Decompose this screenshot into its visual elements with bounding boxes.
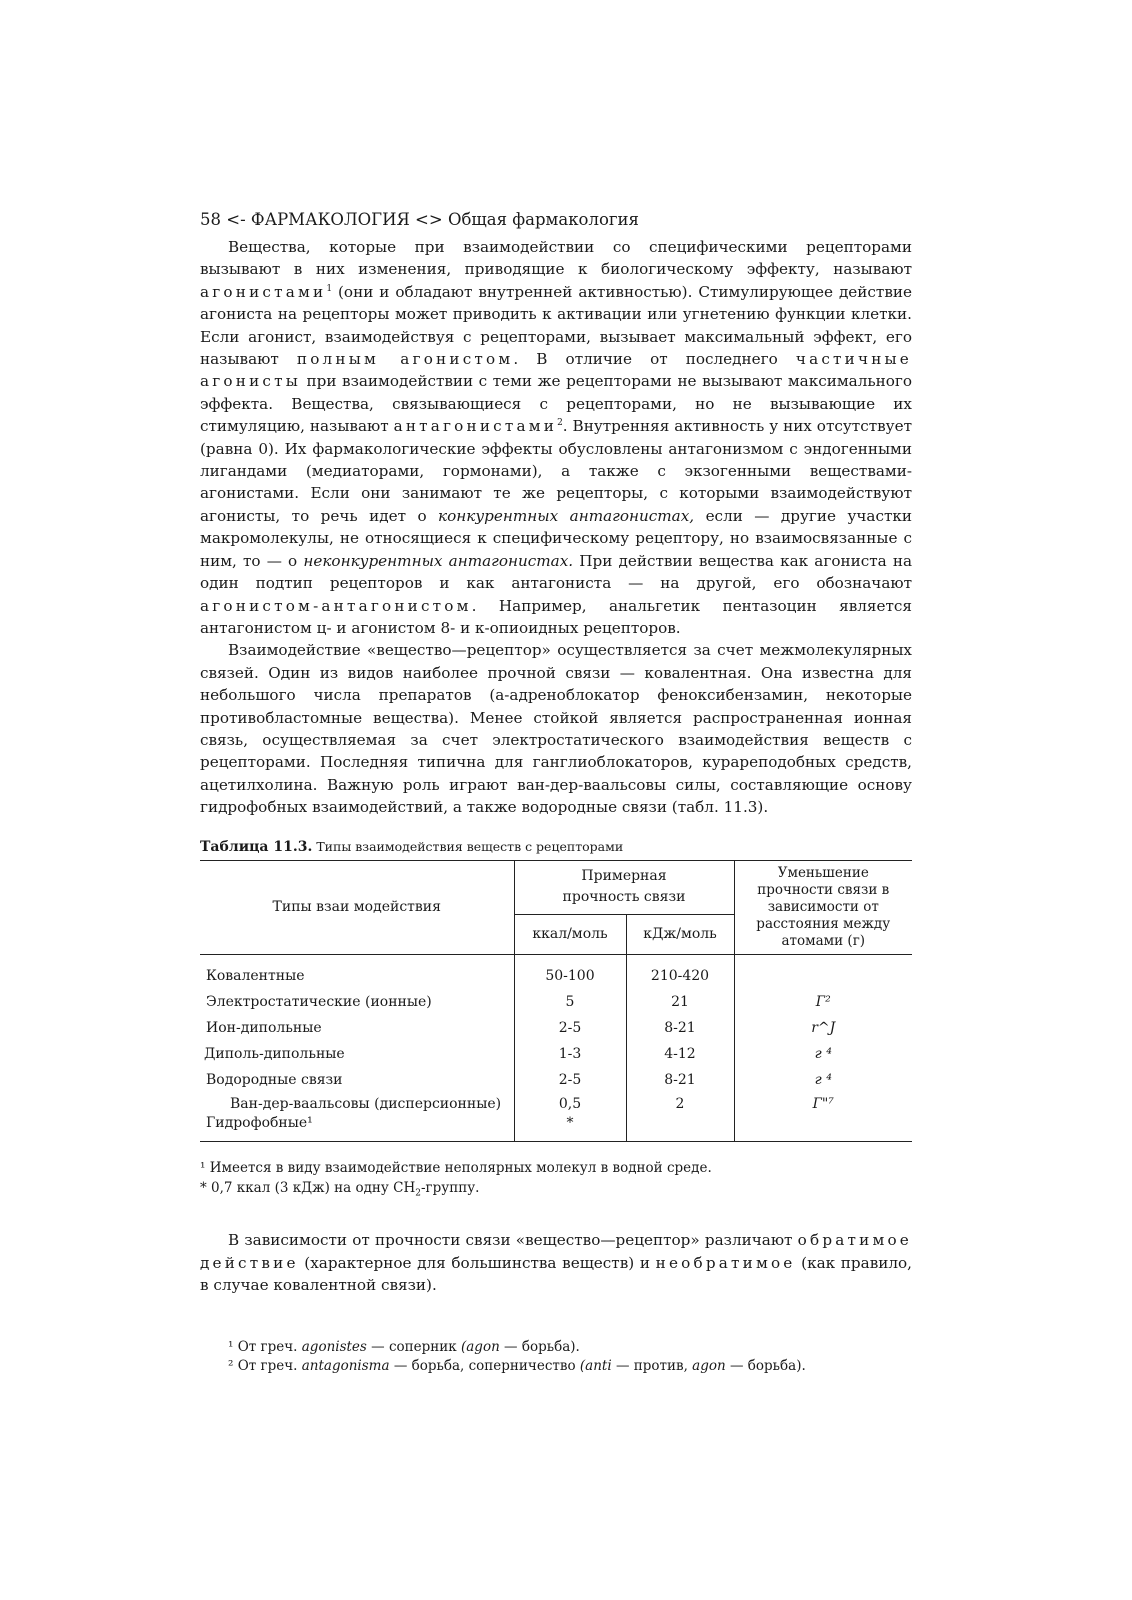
footnote-1 <box>228 1338 912 1357</box>
table-row <box>200 1115 912 1142</box>
cell-decrease: Г"⁷ <box>734 1093 912 1115</box>
table-row <box>200 1067 912 1093</box>
cell-type: Диполь-дипольные <box>204 1045 345 1062</box>
cell-decrease: г ⁴ <box>734 1041 912 1067</box>
text-run: при взаимодействии с теми же рецепторами не вызывают максимального эффекта. Вещества, связывающиеся с рецепторами, но не вызывающие их стимуляцию, называют <box>200 372 912 436</box>
footnotes <box>200 1338 912 1376</box>
table-note-1: ¹ Имеется в виду взаимодействие неполярных молекул в водной среде. <box>200 1159 712 1176</box>
cell-kcal: 50-100 <box>514 954 626 989</box>
term-agonist-antagonist: агонистом-антагонистом <box>200 596 472 615</box>
table-caption <box>200 839 912 855</box>
text-run: ¹ От греч. <box>228 1339 302 1356</box>
cell-kcal: 1-3 <box>514 1041 626 1067</box>
term-irreversible: необратимое <box>655 1253 796 1272</box>
cell-type: Гидрофобные¹ <box>206 1114 313 1131</box>
interaction-types-table <box>200 860 912 1142</box>
cell-type: Электростатические (ионные) <box>206 993 432 1010</box>
cell-kj: 210-420 <box>626 954 734 989</box>
header-types: Типы взаи модействия <box>200 860 514 954</box>
footnote-2 <box>228 1357 912 1376</box>
page-content <box>200 210 912 1376</box>
footnote-ref-1: 1 <box>326 283 333 294</box>
text-run: — соперник <box>366 1339 461 1356</box>
cell-type: Ион-дипольные <box>206 1019 322 1036</box>
table-note-2 <box>200 1178 912 1204</box>
text-run: agonistes <box>301 1339 367 1356</box>
text-run: — борьба). <box>499 1339 580 1356</box>
table-caption-label: Таблица 11.3. <box>200 838 313 855</box>
text-run: antagonisma <box>301 1358 390 1375</box>
term-agonists: агонистами <box>200 282 327 301</box>
table-caption-text: Типы взаимодействия веществ с рецепторами <box>312 838 624 854</box>
text-run: — борьба, соперничество <box>389 1358 580 1375</box>
text-run: agon <box>692 1358 726 1375</box>
table-row <box>200 1015 912 1041</box>
header-strength: Примерная прочность связи <box>514 860 734 915</box>
table-row <box>200 989 912 1015</box>
text-run: Вещества, которые при взаимодействии со специфическими рецепторами вызывают в них изменения, приводящие к биологическому эффекту, называют <box>200 238 912 279</box>
cell-decrease: r^J <box>734 1015 912 1041</box>
cell-kcal: 0,5 <box>514 1093 626 1115</box>
term-partial-agonists: частичные агонисты <box>200 350 912 391</box>
cell-kj: 4-12 <box>626 1041 734 1067</box>
cell-type: Ковалентные <box>206 967 305 984</box>
text-run: (характерное для большинства веществ) и <box>298 1253 656 1272</box>
cell-kj: 21 <box>626 989 734 1015</box>
paragraph-reversibility <box>200 1229 912 1296</box>
text-run: . Внутренняя активность у них отсутствует (равна 0). Их фармакологические эффекты обусловлены антагонизмом с эндогенными лигандами (медиаторами, гормонами), а также с экзогенными веществами-агонистами. Если они занимают те же рецепторы, с которыми взаимодействуют агонисты, то речь идет о <box>200 417 912 525</box>
cell-decrease: г ⁴ <box>734 1067 912 1093</box>
cell-kcal: 2-5 <box>514 1015 626 1041</box>
text-run: В зависимости от прочности связи «вещество—рецептор» различают <box>228 1231 798 1250</box>
text-run: (они и обладают внутренней активностью). Стимулирующее действие агониста на рецепторы может приводить к активации или угнетению функции клетки. Если агонист, взаимодействуя с рецепторами, вызывает максимальный эффект, его называют <box>200 282 912 369</box>
cell-kj <box>626 1115 734 1142</box>
cell-kj: 8-21 <box>626 1015 734 1041</box>
term-noncompetitive: неконкурентных антагонистах. <box>303 551 574 570</box>
subscript: 2 <box>415 1188 421 1199</box>
text-run: . В отличие от последнего <box>513 350 796 369</box>
footnote-ref-2: 2 <box>557 418 563 429</box>
term-full-agonist: полным агонистом <box>296 350 514 369</box>
cell-kcal: 5 <box>514 989 626 1015</box>
running-header: 58 <- ФАРМАКОЛОГИЯ <> Общая фармакология <box>200 210 639 229</box>
term-reversible: обратимое действие <box>200 1231 912 1272</box>
text-run: * 0,7 ккал (3 кДж) на одну СН <box>200 1179 416 1196</box>
cell-decrease <box>734 954 912 989</box>
text-run: При действии вещества как агониста на один подтип рецепторов и как антагониста — на другой, его обозначают <box>200 551 912 593</box>
text-run: если — другие участки макромолекулы, не относящиеся к специфическому рецептору, но взаимосвязанные с ним, то — о <box>200 506 912 570</box>
text-run: — против, <box>611 1358 693 1375</box>
text-run: (anti <box>579 1358 612 1375</box>
text-run: ² От греч. <box>228 1358 302 1375</box>
cell-kj: 2 <box>626 1093 734 1115</box>
cell-kcal: 2-5 <box>514 1067 626 1093</box>
table-row <box>200 1041 912 1067</box>
text-run: (как правило, в случае ковалентной связи). <box>200 1253 912 1295</box>
cell-decrease: Г² <box>734 989 912 1015</box>
table-notes <box>200 1158 912 1204</box>
term-competitive: конкурентных антагонистах, <box>438 506 695 525</box>
header-kcal: ккал/моль <box>514 915 626 954</box>
text-run: (agon <box>460 1339 500 1356</box>
table-row <box>200 1093 912 1115</box>
cell-type: Водородные связи <box>206 1071 343 1088</box>
paragraph-agonists <box>200 236 912 639</box>
cell-kcal: * <box>514 1115 626 1142</box>
cell-type: Ван-дер-ваальсовы (дисперсионные) <box>230 1095 502 1112</box>
header-decrease: Уменьшение прочности связи в зависимости от расстояния между атомами (г) <box>734 860 912 954</box>
text-run: — борьба). <box>725 1358 806 1375</box>
table-body <box>200 954 912 1141</box>
cell-decrease <box>734 1115 912 1142</box>
header-kj: кДж/моль <box>626 915 734 954</box>
text-run: -группу. <box>420 1179 480 1196</box>
paragraph-bonds: Взаимодействие «вещество—рецептор» осуществляется за счет межмолекулярных связей. Один из видов наиболее прочной связи — ковалентная. Она известна для небольшого числа препаратов (а-адреноблокатор феноксибензамин, некоторые противобластомные вещества). Менее стойкой является распространенная ионная связь, осуществляемая за счет электростатического взаимодействия веществ с рецепторами. Последняя типична для ганглиоблокаторов, курареподобных средств, ацетилхолина. Важную роль играют ван-дер-ваальсовы силы, составляющие основу гидрофобных взаимодействий, а также водородные связи (табл. 11.3). <box>200 641 912 817</box>
text-run: . Например, анальгетик пентазоцин является антагонистом ц- и агонистом 8- и к-опиоидных рецепторов. <box>200 596 912 637</box>
table-row <box>200 954 912 989</box>
term-antagonists: антагонистами <box>393 417 558 436</box>
cell-kj: 8-21 <box>626 1067 734 1093</box>
